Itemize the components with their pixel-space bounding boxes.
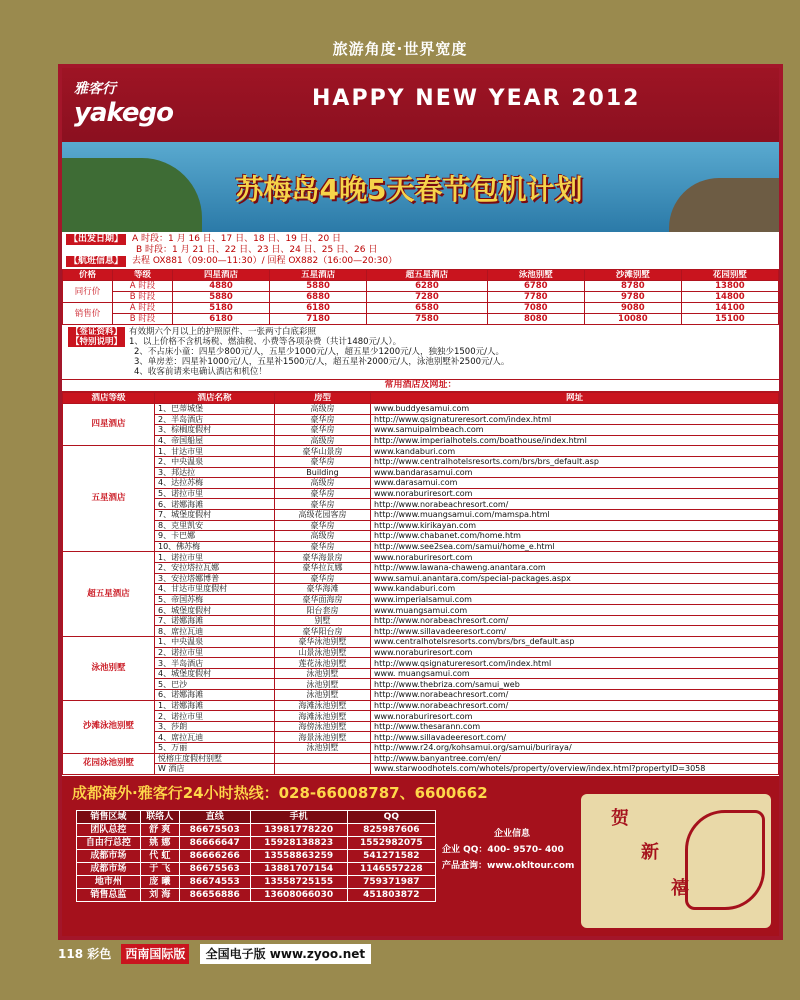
- hotel-grade: 泳池别墅: [63, 637, 155, 701]
- hotel-url[interactable]: www.starwoodhotels.com/whotels/property/overview/index.html?propertyID=3058: [371, 764, 779, 775]
- hotel-url[interactable]: www.kandaburi.com: [371, 446, 779, 457]
- hotel-row: [63, 711, 779, 722]
- hotel-grade: 四星酒店: [63, 404, 155, 446]
- departure-label: 【出发日期】: [66, 234, 126, 245]
- hotel-row: [63, 647, 779, 658]
- ent-label: 企业信息: [493, 829, 530, 839]
- hotel-room: 豪华房: [275, 541, 371, 552]
- hotel-name: 9、卡巴娜: [155, 531, 275, 542]
- hotel-url[interactable]: www.bandarasamui.com: [371, 467, 779, 478]
- contact-cell: 13558725155: [250, 876, 347, 889]
- price-cell: 9080: [584, 303, 681, 314]
- contact-cell: 86675503: [179, 824, 250, 837]
- hotel-row: [63, 435, 779, 446]
- contact-table: [76, 810, 436, 902]
- note-2: 2、不占床小童：四星少800元/人，五星少1000元/人，超五星少1200元/人，独独少1500元/人。: [134, 347, 504, 357]
- price-slot: A 时段: [113, 281, 173, 292]
- hotel-url[interactable]: www.noraburiresort.com: [371, 488, 779, 499]
- hotel-name: 5、万丽: [155, 743, 275, 754]
- contact-row: [77, 850, 436, 863]
- hotel-name: 6、诺娜海滩: [155, 499, 275, 510]
- price-col-gardenvilla: 花园别墅: [681, 270, 778, 281]
- price-cell: 7180: [270, 314, 367, 325]
- hotel-room: 高级花园客房: [275, 509, 371, 520]
- hotel-room: 豪华房: [275, 456, 371, 467]
- hotel-room: 高级房: [275, 478, 371, 489]
- hotel-name: 3、棕榈度假村: [155, 425, 275, 436]
- hotel-room: 海景泳池别墅: [275, 732, 371, 743]
- price-col-4star: 四星酒店: [173, 270, 270, 281]
- price-cell: 6180: [173, 314, 270, 325]
- contact-cell: 自由行总控: [77, 837, 141, 850]
- contact-cell: 13881707154: [250, 863, 347, 876]
- hotel-grade: 五星酒店: [63, 446, 155, 552]
- price-cell: 7080: [487, 303, 584, 314]
- hotel-row: [63, 605, 779, 616]
- hotel-row: [63, 668, 779, 679]
- contact-cell: 86674553: [179, 876, 250, 889]
- hotel-row: [63, 520, 779, 531]
- hotel-room: 高级房: [275, 531, 371, 542]
- rocks-image: [669, 178, 779, 232]
- hotel-name: 1、中央温泉: [155, 637, 275, 648]
- edition-tag: 西南国际版: [121, 944, 189, 964]
- hotel-name: 2、诺拉市里: [155, 711, 275, 722]
- contact-cell: 86656886: [179, 889, 250, 902]
- contact-cell: 团队总控: [77, 824, 141, 837]
- hotel-url[interactable]: http://www.qsignatureresort.com/index.html: [371, 658, 779, 669]
- hotel-room: 泳池别墅: [275, 668, 371, 679]
- hotel-url[interactable]: http://www.centralhotelsresorts.com/brs/brs_default.asp: [371, 456, 779, 467]
- hotel-url[interactable]: www.imperialsamui.com: [371, 594, 779, 605]
- hotel-row: [63, 404, 779, 415]
- contact-cell: 1552982075: [347, 837, 435, 850]
- hotel-name: 4、城堡度假村: [155, 668, 275, 679]
- hotel-url[interactable]: http://www.r24.org/kohsamui.org/samui/buriraya/: [371, 743, 779, 754]
- price-col-beachvilla: 沙滩别墅: [584, 270, 681, 281]
- hotel-row: [63, 499, 779, 510]
- hotel-row: [63, 573, 779, 584]
- hotel-row: [63, 562, 779, 573]
- hotel-name: 5、帝国苏梅: [155, 594, 275, 605]
- hotel-url[interactable]: http://www.kirikayan.com: [371, 520, 779, 531]
- hotel-row: [63, 531, 779, 542]
- contact-col-person: 联络人: [140, 811, 179, 824]
- hotel-name: 7、城堡度假村: [155, 509, 275, 520]
- price-cell: 7580: [367, 314, 488, 325]
- hotel-room: 豪华泳池别墅: [275, 637, 371, 648]
- contact-cell: 13608066030: [250, 889, 347, 902]
- hotel-name: 8、克里凯安: [155, 520, 275, 531]
- hotel-room: 豪华房: [275, 499, 371, 510]
- hotel-grade: 超五星酒店: [63, 552, 155, 637]
- hotel-row: [63, 541, 779, 552]
- hotel-row: [63, 446, 779, 457]
- hotel-room: Building: [275, 467, 371, 478]
- hotel-name: 8、席拉瓦迪: [155, 626, 275, 637]
- special-label: 【特别说明】: [68, 337, 125, 347]
- hotel-row: [63, 626, 779, 637]
- hotel-name: 6、城堡度假村: [155, 605, 275, 616]
- contact-cell: 541271582: [347, 850, 435, 863]
- new-year-badge: HAPPY NEW YEAR 2012: [312, 86, 641, 111]
- banner-title: 苏梅岛4晚5天春节包机计划: [235, 173, 583, 206]
- hotel-row: [63, 615, 779, 626]
- price-row: [63, 303, 779, 314]
- price-row: [63, 292, 779, 303]
- contact-cell: 1146557228: [347, 863, 435, 876]
- hotel-grade: 沙滩泳池别墅: [63, 700, 155, 753]
- note-3: 3、单房差：四星补1000元/人，五星补1500元/人，超五星补2000元/人，泳池别墅补2500元/人。: [134, 357, 510, 367]
- hotel-room: 别墅: [275, 615, 371, 626]
- deco-char-3: 禧: [671, 878, 689, 899]
- hotel-room: 豪华海滩: [275, 584, 371, 595]
- hotel-url[interactable]: www.noraburiresort.com: [371, 711, 779, 722]
- price-cell: 15100: [681, 314, 778, 325]
- hotel-name: 5、诺拉市里: [155, 488, 275, 499]
- hotel-url[interactable]: www.centralhotelsresorts.com/brs/brs_default.asp: [371, 637, 779, 648]
- contact-cell: 成都市场: [77, 850, 141, 863]
- hotel-room: 豪华拉瓦娜: [275, 562, 371, 573]
- hotel-row: [63, 721, 779, 732]
- brochure-card: [58, 64, 783, 940]
- notes-block: [62, 325, 779, 380]
- hotline: 成都海外·雅客行24小时热线：028-66008787、6600662: [72, 784, 488, 802]
- contact-cell: 于 飞: [140, 863, 179, 876]
- hotel-room: 莲花泳池别墅: [275, 658, 371, 669]
- hotel-row: [63, 690, 779, 701]
- contact-cell: 451803872: [347, 889, 435, 902]
- hotel-row: [63, 679, 779, 690]
- price-col-price: 价格: [63, 270, 113, 281]
- hotel-row: [63, 488, 779, 499]
- hotel-url[interactable]: www.darasamui.com: [371, 478, 779, 489]
- enterprise-info: [442, 826, 582, 874]
- hotel-row: [63, 594, 779, 605]
- price-cell: 8780: [584, 281, 681, 292]
- price-cell: 6180: [270, 303, 367, 314]
- price-slot: B 时段: [113, 292, 173, 303]
- contact-col-region: 销售区域: [77, 811, 141, 824]
- hotel-row: [63, 552, 779, 563]
- hotel-url[interactable]: www.buddyesamui.com: [371, 404, 779, 415]
- note-4: 4、收客前请来电确认酒店和机位！: [134, 367, 267, 377]
- hotel-url[interactable]: www.muangsamui.com: [371, 605, 779, 616]
- contact-cell: 刘 海: [140, 889, 179, 902]
- hotel-name: 4、席拉瓦迪: [155, 732, 275, 743]
- price-cell: 10080: [584, 314, 681, 325]
- hotel-room: 泳池别墅: [275, 690, 371, 701]
- hotel-name: 悦榕庄度假村别墅: [155, 753, 275, 764]
- hotel-room: 豪华房: [275, 414, 371, 425]
- price-table: [62, 269, 779, 325]
- price-cell: 14100: [681, 303, 778, 314]
- hotel-name: 3、邦达拉: [155, 467, 275, 478]
- hotel-row: [63, 478, 779, 489]
- contact-cell: 成都市场: [77, 863, 141, 876]
- hotel-row: [63, 584, 779, 595]
- price-cell: 6880: [270, 292, 367, 303]
- hotel-url[interactable]: http://www.thebriza.com/samui_web: [371, 679, 779, 690]
- price-cell: 7780: [487, 292, 584, 303]
- dragon-icon: [685, 810, 765, 910]
- new-year-decoration: [581, 794, 771, 928]
- contact-cell: 代 虹: [140, 850, 179, 863]
- hotel-url[interactable]: http://www.thesarann.com: [371, 721, 779, 732]
- hotel-name: 1、甘达市里: [155, 446, 275, 457]
- contact-cell: 13981778220: [250, 824, 347, 837]
- hotel-name: 3、半岛酒店: [155, 658, 275, 669]
- hotel-grade: 花园泳池别墅: [63, 753, 155, 774]
- visa-label: 【签证资料】: [68, 327, 125, 337]
- website-link[interactable]: 全国电子版 www.zyoo.net: [200, 944, 372, 964]
- price-cell: 6780: [487, 281, 584, 292]
- contact-cell: 759371987: [347, 876, 435, 889]
- note-1: 1、以上价格不含机场税、燃油税、小费等各项杂费（共计1480元/人）。: [129, 337, 402, 347]
- flight-info: 去程 OX881（09:00—11:30）/ 回程 OX882（16:00—20:30）: [132, 256, 398, 266]
- contact-cell: 销售总监: [77, 889, 141, 902]
- contact-cell: 舒 爽: [140, 824, 179, 837]
- hotel-url[interactable]: http://www.norabeachresort.com/: [371, 499, 779, 510]
- contact-row: [77, 876, 436, 889]
- deco-char-1: 贺: [611, 808, 629, 829]
- contact-col-mobile: 手机: [250, 811, 347, 824]
- hotel-name: 4、甘达市里度假村: [155, 584, 275, 595]
- price-cell: 14800: [681, 292, 778, 303]
- flight-label: 【航班信息】: [66, 256, 126, 267]
- hotel-room: 山景泳池别墅: [275, 647, 371, 658]
- hotel-name: 7、诺娜海滩: [155, 615, 275, 626]
- hotel-room: 豪华海景房: [275, 552, 371, 563]
- hotel-room: 豪华房: [275, 488, 371, 499]
- price-col-grade: 等级: [113, 270, 173, 281]
- hotel-room: 豪华面海房: [275, 594, 371, 605]
- price-cell: 6580: [367, 303, 488, 314]
- price-cell: 9780: [584, 292, 681, 303]
- hotel-name: 1、诺拉市里: [155, 552, 275, 563]
- hotel-room: [275, 753, 371, 764]
- hotel-url[interactable]: www.samui.anantara.com/special-packages.aspx: [371, 573, 779, 584]
- hotel-room: 豪华房: [275, 573, 371, 584]
- visa-text: 有效期六个月以上的护照原件、一张两寸白底彩照: [129, 327, 317, 337]
- contact-cell: 825987606: [347, 824, 435, 837]
- price-group-label: 销售价: [63, 303, 113, 325]
- hotel-url[interactable]: www.noraburiresort.com: [371, 647, 779, 658]
- hotel-name: 1、诺娜海滩: [155, 700, 275, 711]
- hotel-name: 2、诺拉市里: [155, 647, 275, 658]
- departure-b: B 时段：1 月 21 日、22 日、23 日、24 日、25 日、26 日: [136, 245, 378, 255]
- hotel-room: 泳池别墅: [275, 743, 371, 754]
- contact-row: [77, 824, 436, 837]
- hotels-section-title: 常用酒店及网址：: [62, 380, 779, 392]
- hotel-name: 4、帝国船屋: [155, 435, 275, 446]
- hotel-url[interactable]: http://www.norabeachresort.com/: [371, 700, 779, 711]
- departure-a: A 时段：1 月 16 日、17 日、18 日、19 日、20 日: [132, 234, 342, 244]
- hotel-url[interactable]: www.kandaburi.com: [371, 584, 779, 595]
- hotel-url[interactable]: http://www.sillavadeeresort.com/: [371, 732, 779, 743]
- price-slot: A 时段: [113, 303, 173, 314]
- hotel-name: 10、佛苏梅: [155, 541, 275, 552]
- hotel-row: [63, 658, 779, 669]
- ent-web[interactable]: 产品查询：www.okltour.com: [442, 861, 575, 871]
- hotel-url[interactable]: www. muangsamui.com: [371, 668, 779, 679]
- page-number: 118 彩色: [58, 947, 112, 961]
- hotel-url[interactable]: www.noraburiresort.com: [371, 552, 779, 563]
- hotel-room: 海滩泳池别墅: [275, 700, 371, 711]
- hotel-table: [62, 392, 779, 775]
- price-row: [63, 281, 779, 292]
- hotel-url[interactable]: http://www.norabeachresort.com/: [371, 615, 779, 626]
- hotel-name: 2、安拉塔拉瓦娜: [155, 562, 275, 573]
- ent-qq: 企业 QQ：400- 9570- 400: [442, 845, 564, 855]
- price-row: [63, 314, 779, 325]
- hotel-row: [63, 637, 779, 648]
- hotel-row: [63, 732, 779, 743]
- hotel-room: 海滩泳池别墅: [275, 711, 371, 722]
- hotel-url[interactable]: http://www.imperialhotels.com/boathouse/index.html: [371, 435, 779, 446]
- contact-cell: 86675563: [179, 863, 250, 876]
- contact-cell: 姚 娜: [140, 837, 179, 850]
- contact-row: [77, 889, 436, 902]
- contact-row: [77, 837, 436, 850]
- price-cell: 13800: [681, 281, 778, 292]
- hotel-name: 5、巴沙: [155, 679, 275, 690]
- hotel-room: 高级房: [275, 435, 371, 446]
- hotel-row: [63, 467, 779, 478]
- hotel-row: [63, 425, 779, 436]
- hotel-url[interactable]: http://www.see2sea.com/samui/home_e.html: [371, 541, 779, 552]
- header-slogan: 旅游角度·世界宽度: [332, 40, 468, 58]
- price-col-super5: 超五星酒店: [367, 270, 488, 281]
- hotel-room: 泳池别墅: [275, 679, 371, 690]
- contact-cell: 13558863259: [250, 850, 347, 863]
- hotel-name: 2、中央温泉: [155, 456, 275, 467]
- contact-cell: 地市州: [77, 876, 141, 889]
- logo: [74, 78, 204, 128]
- hotel-col-room: 房型: [275, 393, 371, 404]
- price-cell: 6280: [367, 281, 488, 292]
- price-col-poolvilla: 泳池别墅: [487, 270, 584, 281]
- hotel-row: [63, 753, 779, 764]
- price-cell: 8080: [487, 314, 584, 325]
- hotel-url[interactable]: http://www.qsignatureresort.com/index.html: [371, 414, 779, 425]
- price-col-5star: 五星酒店: [270, 270, 367, 281]
- contact-cell: 庞 曦: [140, 876, 179, 889]
- price-cell: 4880: [173, 281, 270, 292]
- hotel-col-grade: 酒店等级: [63, 393, 155, 404]
- hotel-row: [63, 700, 779, 711]
- hotel-name: 3、安拉塔娜博普: [155, 573, 275, 584]
- hotel-row: [63, 743, 779, 754]
- logo-cn: 雅客行: [74, 81, 116, 97]
- hotel-col-url: 网址: [371, 393, 779, 404]
- contact-row: [77, 863, 436, 876]
- hotel-name: 1、巴蒂城堡: [155, 404, 275, 415]
- price-group-label: 同行价: [63, 281, 113, 303]
- bottom-bar: [58, 944, 783, 964]
- contact-cell: 86666647: [179, 837, 250, 850]
- hotel-name: 2、半岛酒店: [155, 414, 275, 425]
- hotel-name: 4、达拉苏梅: [155, 478, 275, 489]
- hotel-url[interactable]: http://www.sillavadeeresort.com/: [371, 626, 779, 637]
- contact-col-qq: QQ: [347, 811, 435, 824]
- price-cell: 5880: [270, 281, 367, 292]
- contact-col-phone: 直线: [179, 811, 250, 824]
- logo-en: yakego: [74, 98, 173, 128]
- hotel-room: 海傍泳池别墅: [275, 721, 371, 732]
- hotel-row: [63, 456, 779, 467]
- hotel-room: 豪华阳台房: [275, 626, 371, 637]
- hotel-url[interactable]: http://www.norabeachresort.com/: [371, 690, 779, 701]
- hotel-room: [275, 764, 371, 775]
- hotel-name: W 酒店: [155, 764, 275, 775]
- price-cell: 7280: [367, 292, 488, 303]
- hotel-room: 阳台套房: [275, 605, 371, 616]
- footer: [62, 776, 779, 936]
- hotel-url[interactable]: http://www.lawana-chaweng.anantara.com: [371, 562, 779, 573]
- hotel-url[interactable]: http://www.chabanet.com/home.htm: [371, 531, 779, 542]
- hotel-row: [63, 764, 779, 775]
- hotel-row: [63, 509, 779, 520]
- hotel-col-name: 酒店名称: [155, 393, 275, 404]
- hotel-url[interactable]: http://www.muangsamui.com/mamspa.html: [371, 509, 779, 520]
- contact-cell: 15928138823: [250, 837, 347, 850]
- hotel-room: 豪华山景房: [275, 446, 371, 457]
- banner: [62, 68, 779, 232]
- contact-cell: 86666266: [179, 850, 250, 863]
- deco-char-2: 新: [641, 842, 659, 863]
- hotel-url[interactable]: http://www.banyantree.com/en/: [371, 753, 779, 764]
- hotel-room: 高级房: [275, 404, 371, 415]
- hotel-name: 6、诺娜海滩: [155, 690, 275, 701]
- hotel-room: 豪华房: [275, 425, 371, 436]
- price-cell: 5880: [173, 292, 270, 303]
- hotel-url[interactable]: www.samuipalmbeach.com: [371, 425, 779, 436]
- hotel-room: 豪华房: [275, 520, 371, 531]
- price-cell: 5180: [173, 303, 270, 314]
- price-slot: B 时段: [113, 314, 173, 325]
- info-block: [62, 232, 779, 269]
- hotel-name: 3、莎朗: [155, 721, 275, 732]
- hotel-row: [63, 414, 779, 425]
